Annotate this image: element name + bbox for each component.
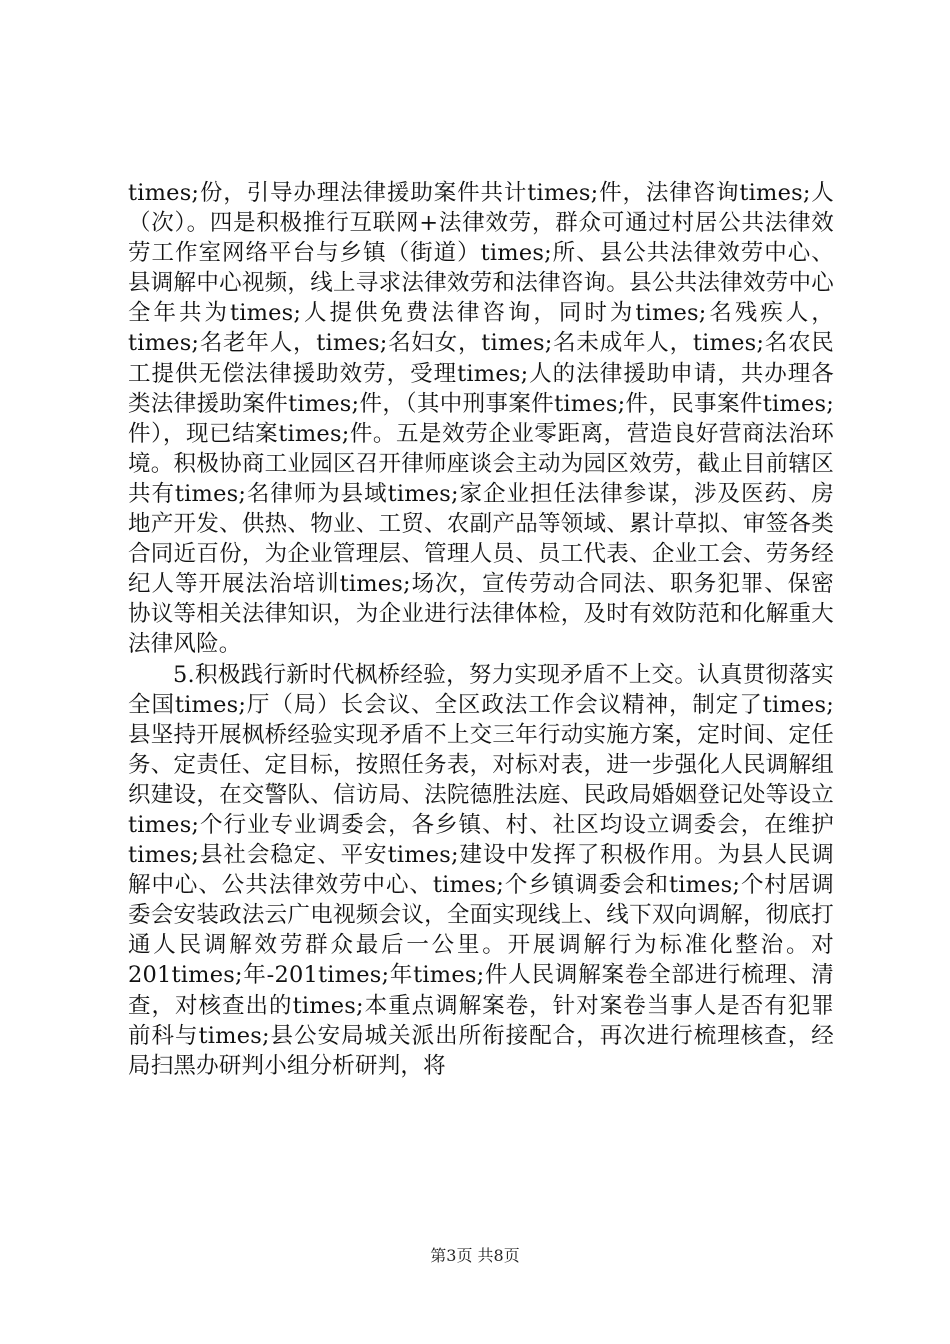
page-indicator: 第3页 共8页 <box>430 1246 520 1265</box>
document-body <box>128 178 834 1081</box>
paragraph-section-5: 5.积极践行新时代枫桥经验，努力实现矛盾不上交。认真贯彻落实全国times;厅（局）长会议、全区政法工作会议精神，制定了times;县坚持开展枫桥经验实现矛盾不上交三年行动实施方案，定时间、定任务、定责任、定目标，按照任务表，对标对表，进一步强化人民调解组织建设，在交警队、信访局、法院德胜法庭、民政局婚姻登记处等设立times;个行业专业调委会，各乡镇、村、社区均设立调委会，在维护times;县社会稳定、平安times;建设中发挥了积极作用。为县人民调解中心、公共法律效劳中心、times;个乡镇调委会和times;个村居调委会安装政法云广电视频会议，全面实现线上、线下双向调解，彻底打通人民调解效劳群众最后一公里。开展调解行为标准化整治。对201times;年-201times;年times;件人民调解案卷全部进行梳理、清查，对核查出的times;本重点调解案卷，针对案卷当事人是否有犯罪前科与times;县公安局城关派出所衔接配合，再次进行梳理核查，经局扫黑办研判小组分析研判，将 <box>128 661 834 1079</box>
page-footer <box>0 1246 950 1266</box>
paragraph-continued: times;份，引导办理法律援助案件共计times;件，法律咨询times;人（次）。四是积极推行互联网+法律效劳，群众可通过村居公共法律效劳工作室网络平台与乡镇（街道）times;所、县公共法律效劳中心、县调解中心视频，线上寻求法律效劳和法律咨询。县公共法律效劳中心全年共为times;人提供免费法律咨询，同时为times;名残疾人，times;名老年人，times;名妇女，times;名未成年人，times;名农民工提供无偿法律援助效劳，受理times;人的法律援助申请，共办理各类法律援助案件times;件，（其中刑事案件times;件，民事案件times;件），现已结案times;件。五是效劳企业零距离，营造良好营商法治环境。积极协商工业园区召开律师座谈会主动为园区效劳，截止目前辖区共有times;名律师为县域times;家企业担任法律参谋，涉及医药、房地产开发、供热、物业、工贸、农副产品等领域、累计草拟、审签各类合同近百份，为企业管理层、管理人员、员工代表、企业工会、劳务经纪人等开展法治培训times;场次，宣传劳动合同法、职务犯罪、保密协议等相关法律知识，为企业进行法律体检，及时有效防范和化解重大法律风险。 <box>128 180 834 658</box>
